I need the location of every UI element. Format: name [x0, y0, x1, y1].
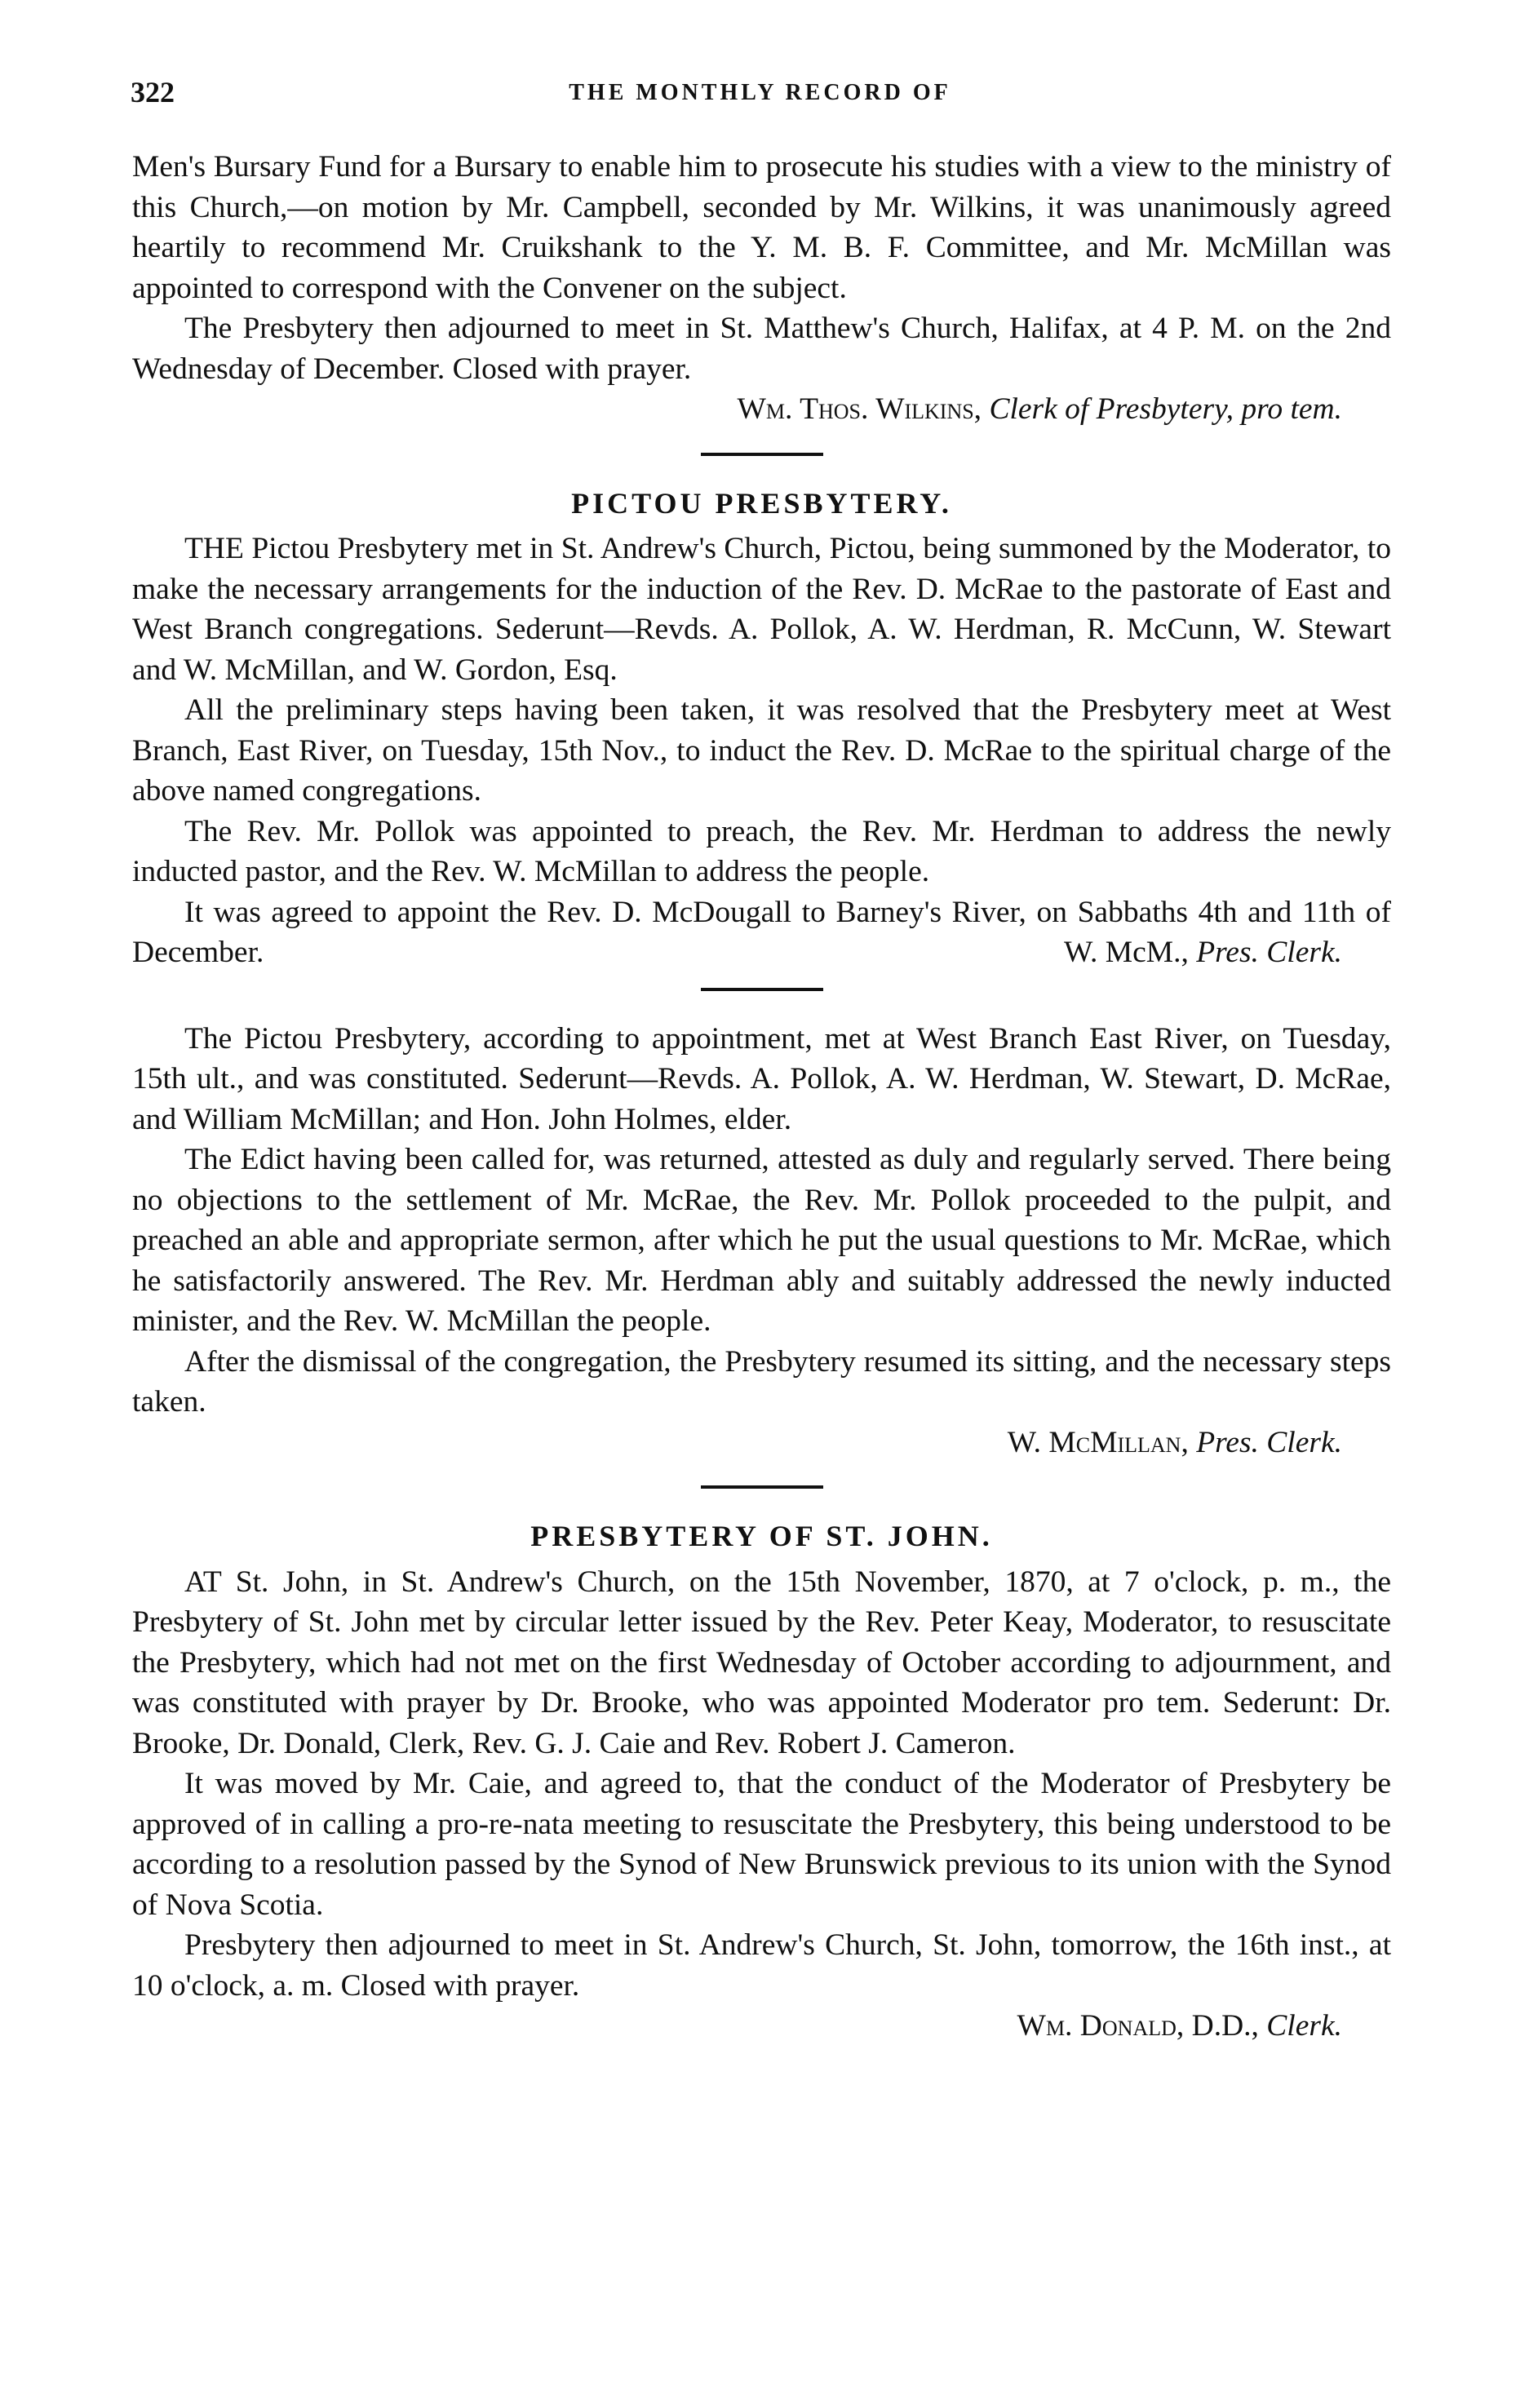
paragraph: Presbytery then adjourned to meet in St. Andrew's Church, St. John, tomorrow, the 16th inst., at 10 o'clock, a. m. Closed with prayer.: [132, 1928, 1391, 2003]
paragraph: [132, 892, 1391, 973]
paragraph: THE Pictou Presbytery met in St. Andrew's Church, Pictou, being summoned by the Moderator, to make the necessary arrangements for the induction of the Rev. D. McRae to the pastorate of East and West Branch congregations. Sederunt—Revds. A. Pollok, A. W. Herdman, R. McCunn, W. Stewart and W. McMillan, and W. Gordon, Esq.: [132, 532, 1391, 687]
signature-name: W. McMillan,: [1007, 1425, 1189, 1459]
paragraph: Men's Bursary Fund for a Bursary to enable him to prosecute his studies with a view to the ministry of this Church,—on motion by Mr. Campbell, seconded by Mr. Wilkins, it was unanimously agreed heartily to recommend Mr. Cruikshank to the Y. M. B. F. Committee, and Mr. McMillan was appointed to correspond with the Convener on the subject.: [132, 150, 1391, 305]
signature-role: Clerk of Presbytery, pro tem.: [989, 392, 1342, 426]
signature: [132, 389, 1391, 430]
signature: [132, 1423, 1391, 1463]
paragraph-text: It was agreed to appoint the Rev. D. McDougall to Barney's River, on Sabbaths 4th and 11th of December.: [132, 895, 1391, 969]
signature-role: Clerk.: [1266, 2009, 1342, 2043]
page-body: [132, 147, 1391, 2047]
signature-name: W. McM.,: [1064, 936, 1189, 969]
paragraph: All the preliminary steps having been taken, it was resolved that the Presbytery meet at West Branch, East River, on Tuesday, 15th Nov., to induct the Rev. D. McRae to the spiritual charge of the above named congregations.: [132, 693, 1391, 808]
section-heading: PRESBYTERY OF ST. JOHN.: [530, 1520, 993, 1552]
page-number: 322: [131, 76, 175, 108]
page-header: [131, 75, 1389, 111]
signature-name: Wm. Thos. Wilkins,: [737, 392, 982, 426]
paragraph: The Presbytery then adjourned to meet in St. Matthew's Church, Halifax, at 4 P. M. on the 2nd Wednesday of December. Closed with prayer.: [132, 312, 1391, 386]
signature-role: Pres. Clerk.: [1196, 1425, 1342, 1459]
paragraph: The Pictou Presbytery, according to appointment, met at West Branch East River, on Tuesday, 15th ult., and was constituted. Sederunt—Revds. A. Pollok, A. W. Herdman, W. Stewart, D. McRae, and William McMillan; and Hon. John Holmes, elder.: [132, 1021, 1391, 1136]
section-divider: [701, 453, 823, 456]
paragraph: AT St. John, in St. Andrew's Church, on the 15th November, 1870, at 7 o'clock, p. m., the Presbytery of St. John met by circular letter issued by the Rev. Peter Keay, Moderator, to resuscitate the Presbytery, which had not met on the first Wednesday of October according to adjournment, and was constituted with prayer by Dr. Brooke, who was appointed Moderator pro tem. Sederunt: Dr. Brooke, Dr. Donald, Clerk, Rev. G. J. Caie and Rev. Robert J. Cameron.: [132, 1565, 1391, 1760]
signature: [1012, 932, 1391, 973]
paragraph: The Rev. Mr. Pollok was appointed to preach, the Rev. Mr. Herdman to address the newly inducted pastor, and the Rev. W. McMillan to address the people.: [132, 814, 1391, 888]
signature-name: Wm. Donald, D.D.,: [1017, 2009, 1259, 2043]
signature-role: Pres. Clerk.: [1196, 936, 1342, 969]
paragraph: It was moved by Mr. Caie, and agreed to, that the conduct of the Moderator of Presbytery be approved of in calling a pro-re-nata meeting to resuscitate the Presbytery, this being understood to be according to a resolution passed by the Synod of New Brunswick previous to its union with the Synod of Nova Scotia.: [132, 1767, 1391, 1922]
running-title: THE MONTHLY RECORD OF: [569, 80, 951, 105]
paragraph: After the dismissal of the congregation, the Presbytery resumed its sitting, and the necessary steps taken.: [132, 1344, 1391, 1419]
signature: [132, 2006, 1391, 2047]
section-divider: [701, 1485, 823, 1489]
section-divider: [701, 988, 823, 991]
paragraph: The Edict having been called for, was returned, attested as duly and regularly served. There being no objections to the settlement of Mr. McRae, the Rev. Mr. Pollok proceeded to the pulpit, and preached an able and appropriate sermon, after which he put the usual questions to Mr. McRae, which he satisfactorily answered. The Rev. Mr. Herdman ably and suitably addressed the newly inducted minister, and the Rev. W. McMillan the people.: [132, 1143, 1391, 1338]
section-heading: PICTOU PRESBYTERY.: [571, 486, 952, 520]
